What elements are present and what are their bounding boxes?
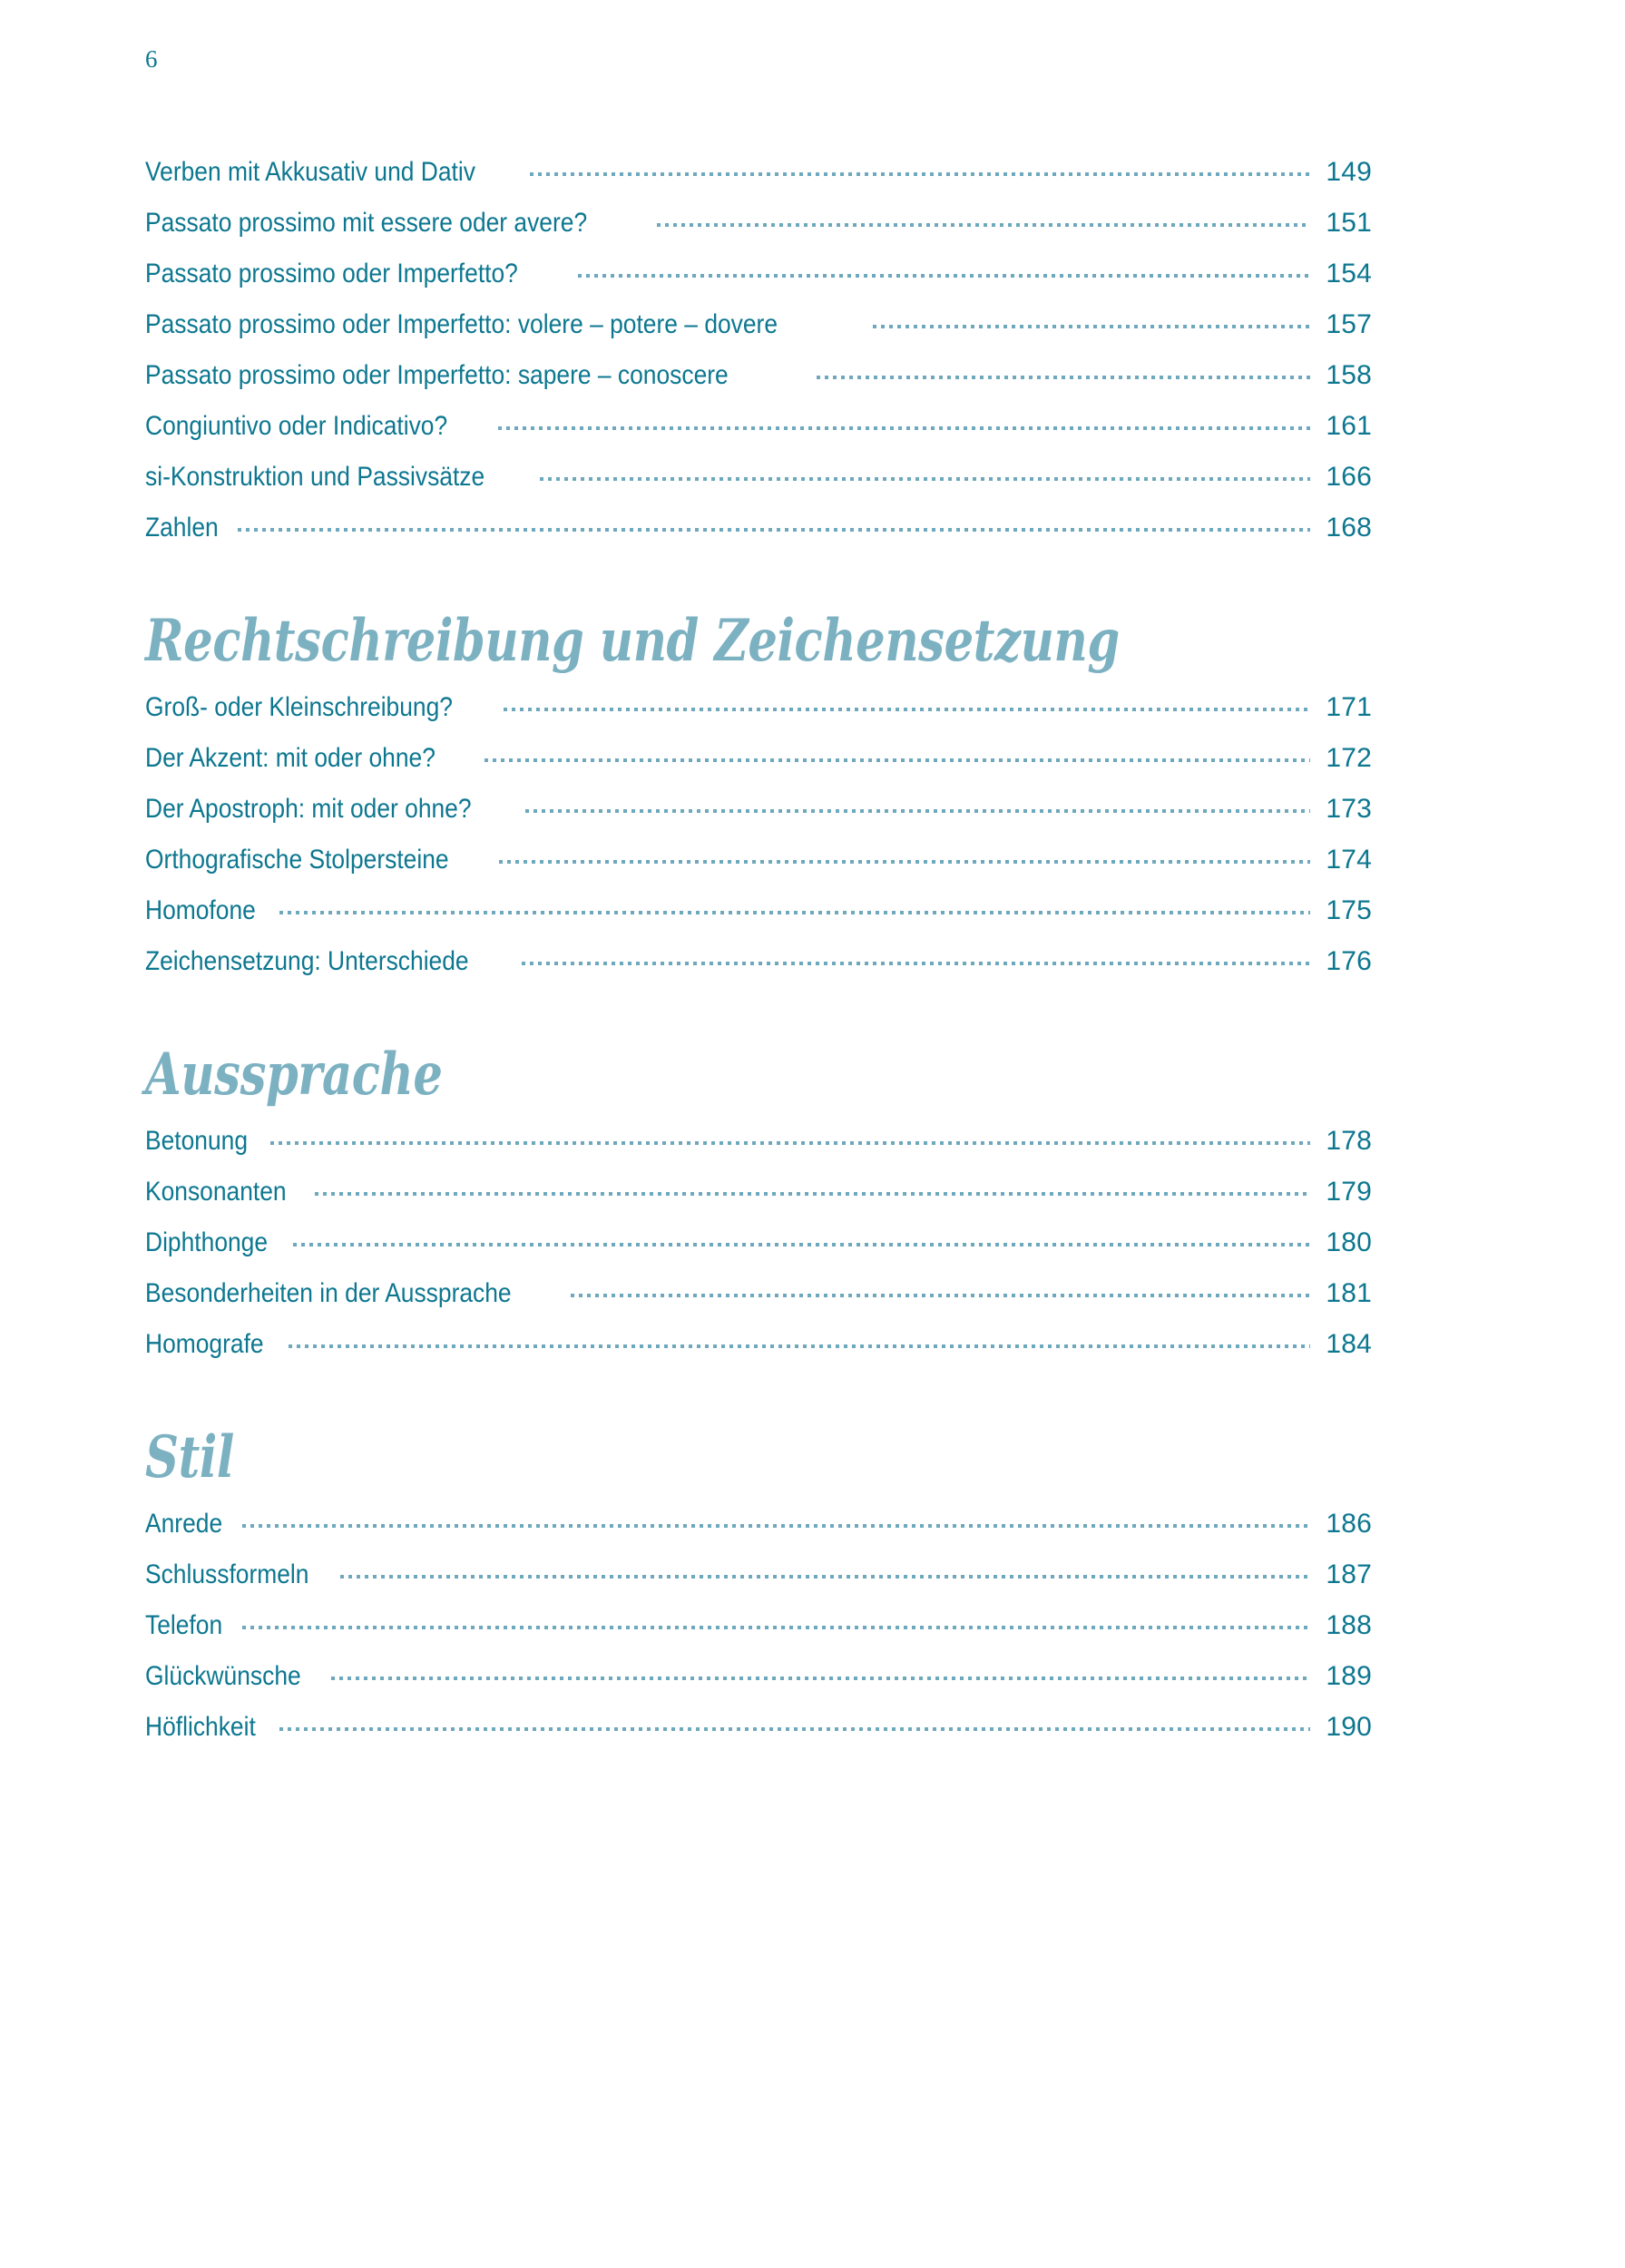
toc-dot-leader xyxy=(530,166,1310,181)
toc-dot-leader xyxy=(238,522,1310,536)
toc-dot-leader xyxy=(242,1518,1310,1532)
toc-entry[interactable] xyxy=(145,464,1372,514)
toc-entry-page-number: 166 xyxy=(1326,462,1372,492)
toc-entry[interactable] xyxy=(145,311,1372,362)
toc-dot-leader xyxy=(504,701,1310,716)
toc-entry[interactable] xyxy=(145,413,1372,464)
toc-entry[interactable] xyxy=(145,846,1372,897)
toc-entry-title: Zahlen xyxy=(145,513,219,543)
toc-entry[interactable] xyxy=(145,694,1372,745)
toc-content xyxy=(145,159,1372,1765)
toc-dot-leader xyxy=(293,1237,1310,1251)
toc-entry-title: Congiuntivo oder Indicativo? xyxy=(145,411,448,441)
toc-entry-title: Homografe xyxy=(145,1329,264,1359)
toc-entry[interactable] xyxy=(145,1714,1372,1765)
toc-entry-page-number: 151 xyxy=(1326,208,1372,238)
toc-entry-title: Passato prossimo oder Imperfetto? xyxy=(145,259,518,288)
toc-entry-title: Der Akzent: mit oder ohne? xyxy=(145,743,436,773)
toc-entry-title: Homofone xyxy=(145,895,256,925)
toc-entry-page-number: 157 xyxy=(1326,309,1372,339)
toc-entry-page-number: 172 xyxy=(1326,743,1372,773)
toc-entry[interactable] xyxy=(145,897,1372,948)
toc-entry-page-number: 174 xyxy=(1326,845,1372,875)
toc-entry-title: Der Apostroph: mit oder ohne? xyxy=(145,794,472,824)
toc-dot-leader xyxy=(279,904,1310,919)
toc-entry-title: Betonung xyxy=(145,1126,249,1156)
toc-entry-list xyxy=(145,694,1372,999)
toc-dot-leader xyxy=(522,955,1310,970)
toc-entry-page-number: 161 xyxy=(1326,411,1372,441)
toc-dot-leader xyxy=(498,420,1310,435)
toc-entry[interactable] xyxy=(145,514,1372,565)
section-heading-block xyxy=(145,607,1372,675)
toc-entry-page-number: 188 xyxy=(1326,1610,1372,1640)
toc-entry-page-number: 168 xyxy=(1326,513,1372,543)
toc-dot-leader xyxy=(242,1619,1310,1634)
toc-entry[interactable] xyxy=(145,159,1372,210)
toc-entry[interactable] xyxy=(145,1510,1372,1561)
toc-entry-title: Besonderheiten in der Aussprache xyxy=(145,1278,512,1308)
toc-entry[interactable] xyxy=(145,260,1372,311)
toc-entry-title: Schlussformeln xyxy=(145,1559,309,1589)
toc-dot-leader xyxy=(315,1186,1310,1200)
toc-entry-title: Passato prossimo oder Imperfetto: sapere – conoscere xyxy=(145,360,729,390)
toc-entry-page-number: 171 xyxy=(1326,692,1372,722)
section-heading: Aussprache xyxy=(145,1041,443,1109)
page-folio-number: 6 xyxy=(145,45,158,73)
toc-entry-list xyxy=(145,1510,1372,1765)
toc-entry-page-number: 187 xyxy=(1326,1559,1372,1589)
toc-entry[interactable] xyxy=(145,1128,1372,1178)
toc-entry[interactable] xyxy=(145,362,1372,413)
toc-entry-page-number: 158 xyxy=(1326,360,1372,390)
toc-entry-page-number: 154 xyxy=(1326,259,1372,288)
toc-entry-title: Konsonanten xyxy=(145,1177,287,1207)
toc-dot-leader xyxy=(279,1721,1310,1735)
toc-entry[interactable] xyxy=(145,796,1372,846)
toc-dot-leader xyxy=(340,1569,1310,1583)
toc-entry-page-number: 176 xyxy=(1326,946,1372,976)
toc-entry-title: Zeichensetzung: Unterschiede xyxy=(145,946,469,976)
toc-entry[interactable] xyxy=(145,1331,1372,1382)
section-heading: Rechtschreibung und Zeichensetzung xyxy=(145,607,1120,675)
toc-entry-page-number: 181 xyxy=(1326,1278,1372,1308)
toc-entry-title: Diphthonge xyxy=(145,1227,269,1257)
toc-dot-leader xyxy=(571,1287,1310,1302)
toc-entry-page-number: 175 xyxy=(1326,895,1372,925)
toc-entry-title: Höflichkeit xyxy=(145,1712,256,1742)
toc-entry-page-number: 186 xyxy=(1326,1509,1372,1539)
toc-entry-title: Telefon xyxy=(145,1610,223,1640)
toc-dot-leader xyxy=(817,369,1310,384)
toc-entry-title: Anrede xyxy=(145,1509,223,1539)
toc-entry-page-number: 178 xyxy=(1326,1126,1372,1156)
toc-entry-page-number: 189 xyxy=(1326,1661,1372,1691)
toc-entry-page-number: 180 xyxy=(1326,1227,1372,1257)
toc-dot-leader xyxy=(289,1338,1310,1353)
section-heading-block xyxy=(145,1423,1372,1491)
section-heading: Stil xyxy=(145,1423,234,1491)
toc-entry-title: Passato prossimo mit essere oder avere? xyxy=(145,208,588,238)
toc-entry-title: Passato prossimo oder Imperfetto: volere – potere – dovere xyxy=(145,309,778,339)
toc-entry-title: si-Konstruktion und Passivsätze xyxy=(145,462,485,492)
toc-entry-title: Glückwünsche xyxy=(145,1661,301,1691)
toc-entry-list xyxy=(145,1128,1372,1382)
toc-entry[interactable] xyxy=(145,745,1372,796)
section-heading-block xyxy=(145,1041,1372,1109)
toc-entry-page-number: 149 xyxy=(1326,157,1372,187)
toc-entry-list xyxy=(145,159,1372,565)
toc-entry[interactable] xyxy=(145,948,1372,999)
toc-entry-title: Verben mit Akkusativ und Dativ xyxy=(145,157,475,187)
toc-entry[interactable] xyxy=(145,1663,1372,1714)
toc-dot-leader xyxy=(499,854,1310,868)
toc-entry[interactable] xyxy=(145,1229,1372,1280)
toc-dot-leader xyxy=(525,803,1310,817)
toc-entry-page-number: 190 xyxy=(1326,1712,1372,1742)
toc-entry-title: Orthografische Stolpersteine xyxy=(145,845,449,875)
toc-entry-page-number: 179 xyxy=(1326,1177,1372,1207)
toc-entry-page-number: 173 xyxy=(1326,794,1372,824)
toc-dot-leader xyxy=(485,752,1310,767)
toc-dot-leader xyxy=(331,1670,1310,1685)
toc-entry-title: Groß- oder Kleinschreibung? xyxy=(145,692,453,722)
toc-dot-leader xyxy=(270,1135,1310,1149)
toc-entry-page-number: 184 xyxy=(1326,1329,1372,1359)
toc-entry[interactable] xyxy=(145,1178,1372,1229)
toc-dot-leader xyxy=(657,217,1310,231)
toc-entry[interactable] xyxy=(145,1612,1372,1663)
toc-dot-leader xyxy=(540,471,1310,485)
toc-entry[interactable] xyxy=(145,1561,1372,1612)
toc-entry[interactable] xyxy=(145,210,1372,260)
toc-dot-leader xyxy=(578,268,1310,282)
toc-entry[interactable] xyxy=(145,1280,1372,1331)
toc-dot-leader xyxy=(873,318,1310,333)
